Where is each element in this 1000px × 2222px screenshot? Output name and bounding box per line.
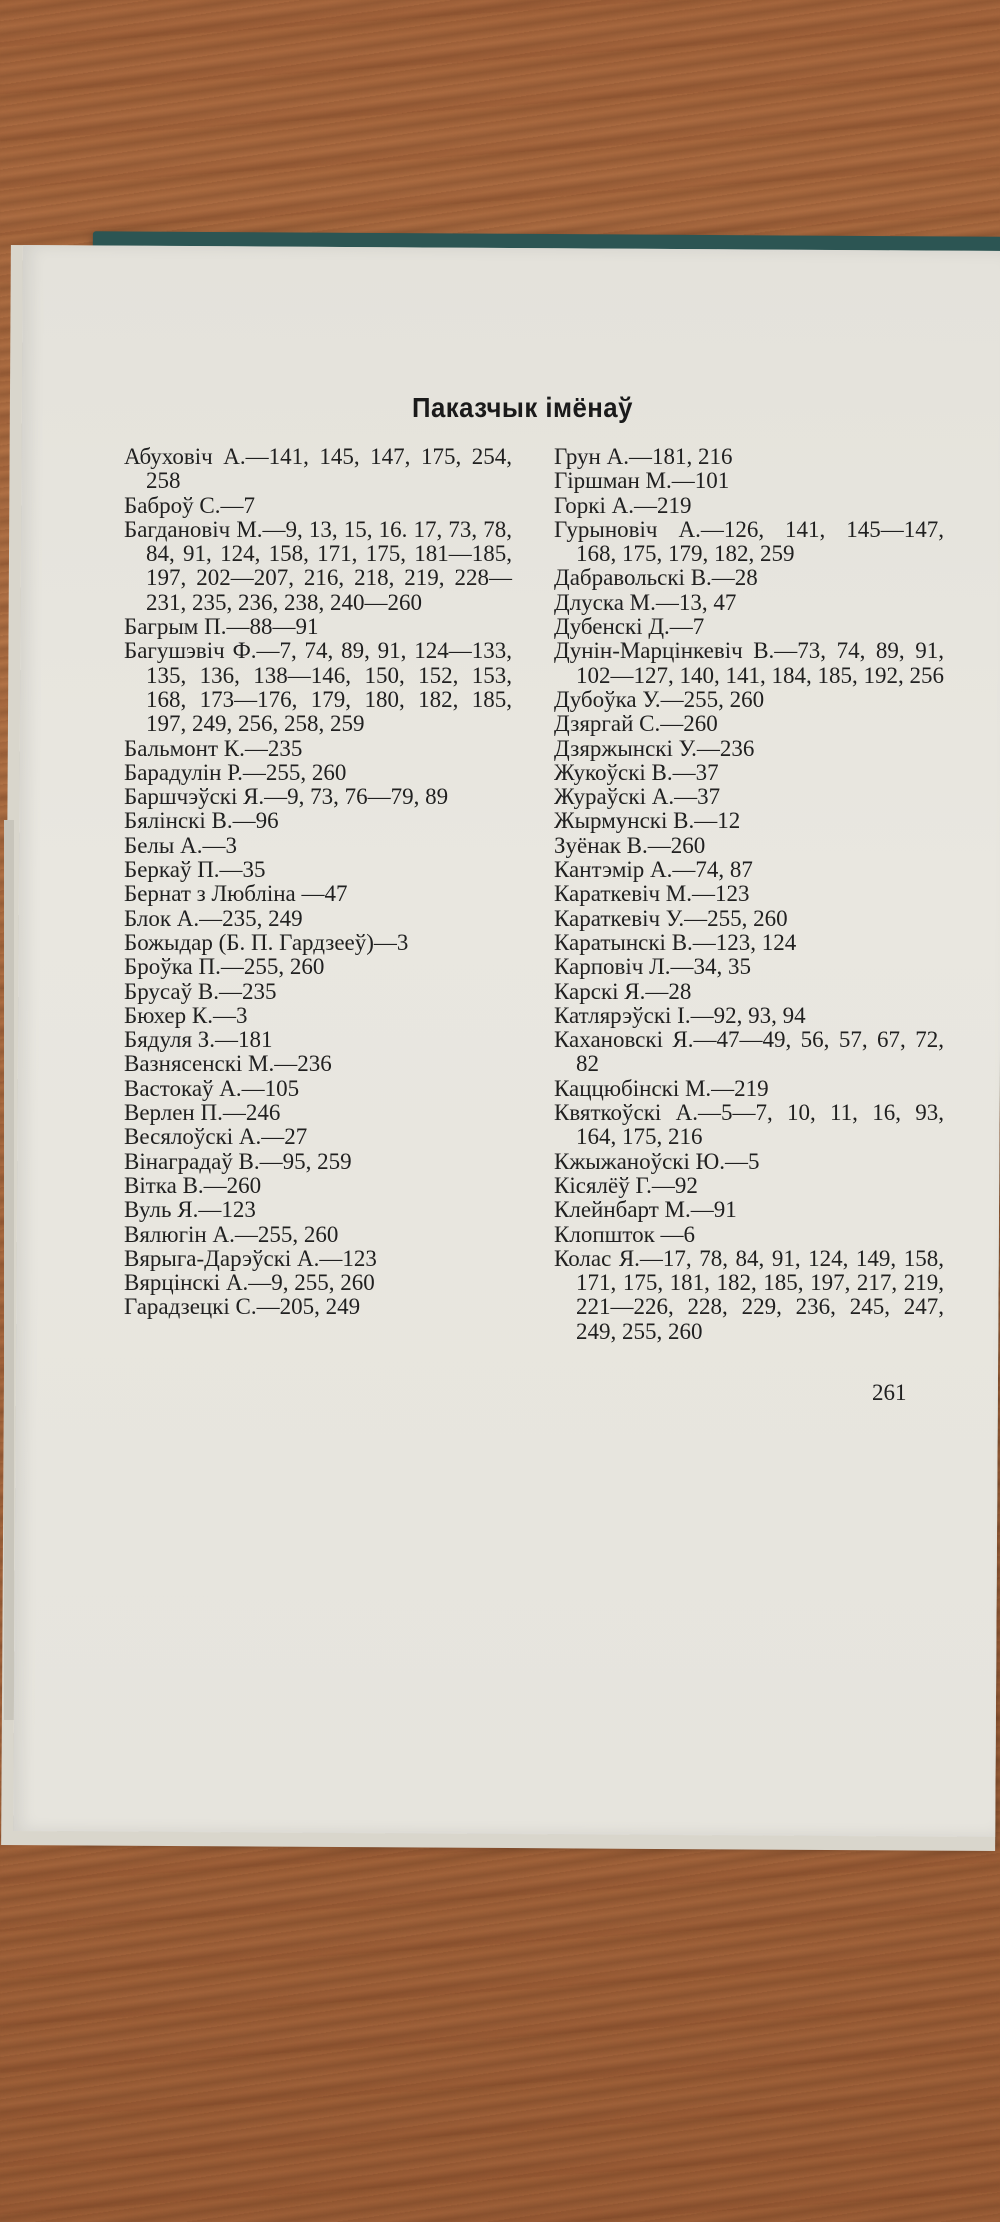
index-entry: Гіршман М.—101 — [554, 468, 730, 494]
index-entry: Багрым П.—88—91 — [124, 614, 319, 640]
index-entry: Катлярэўскі І.—92, 93, 94 — [554, 1002, 806, 1028]
index-entry: Караткевіч У.—255, 260 — [554, 905, 788, 931]
index-entry: Белы А.—3 — [124, 832, 237, 858]
index-entry: Броўка П.—255, 260 — [124, 954, 325, 980]
index-entry: Грун А.—181, 216 — [554, 444, 733, 469]
index-entry: Дубенскі Д.—7 — [554, 614, 705, 640]
index-entry: Карповіч Л.—34, 35 — [554, 954, 751, 980]
index-entry: Клейнбарт М.—91 — [554, 1197, 737, 1223]
index-entry: Бальмонт К.—235 — [124, 735, 303, 761]
index-entry: Карскі Я.—28 — [554, 978, 692, 1004]
index-entry: Колас Я.—17, 78, 84, 91, 124, 149, 158, 171, 175, 181, 182, 185, 197, 217, 219, 221—226, 228, 229, 236, 245, 247, 249, 255, 260 — [554, 1245, 944, 1344]
index-entry: Кантэмір А.—74, 87 — [554, 857, 753, 883]
index-entry: Бюхер К.—3 — [124, 1002, 248, 1028]
index-entry: Барадулін Р.—255, 260 — [124, 759, 347, 785]
index-entry: Блок А.—235, 249 — [124, 905, 303, 931]
index-entry: Кісялёў Г.—92 — [554, 1172, 698, 1198]
index-entry: Божыдар (Б. П. Гардзееў)—3 — [124, 929, 409, 955]
index-entry: Кжыжаноўскі Ю.—5 — [554, 1148, 760, 1174]
index-entry: Беркаў П.—35 — [124, 857, 266, 883]
index-entry: Брусаў В.—235 — [124, 978, 277, 1004]
index-entry: Багдановіч М.—9, 13, 15, 16. 17, 73, 78, 84, 91, 124, 158, 171, 175, 181—185, 197, 202—207, 216, 218, 219, 228—231, 235, 236, 238, 240—260 — [124, 516, 512, 615]
index-entry: Багушэвіч Ф.—7, 74, 89, 91, 124—133, 135, 136, 138—146, 150, 152, 153, 168, 173—176, 179, 180, 182, 185, 197, 249, 256, 258, 259 — [124, 638, 512, 737]
index-entry: Жырмунскі В.—12 — [554, 808, 741, 834]
index-entry: Гарадзецкі С.—205, 249 — [124, 1294, 361, 1320]
index-entry: Дунін-Марцінкевіч В.—73, 74, 89, 91, 102—127, 140, 141, 184, 185, 192, 256 — [554, 638, 944, 688]
index-entry: Баброў С.—7 — [124, 492, 255, 518]
index-entry: Гурыновіч А.—126, 141, 145—147, 168, 175, 179, 182, 259 — [554, 516, 944, 567]
index-entry: Вялюгін А.—255, 260 — [124, 1221, 339, 1247]
index-title: Паказчык імёнаў — [412, 392, 633, 423]
index-entry: Вуль Я.—123 — [124, 1197, 256, 1223]
index-column-right — [554, 445, 944, 1344]
page-edge — [4, 820, 14, 1720]
index-entry: Весялоўскі А.—27 — [124, 1124, 308, 1150]
index-entry: Баршчэўскі Я.—9, 73, 76—79, 89 — [124, 784, 449, 810]
index-entry: Дзяргай С.—260 — [554, 711, 718, 737]
index-entry: Верлен П.—246 — [124, 1100, 281, 1126]
index-entry: Вярыга-Дарэўскі А.—123 — [124, 1245, 377, 1271]
index-entry: Каратынскі В.—123, 124 — [554, 929, 797, 955]
index-entry: Бернат з Любліна —47 — [124, 881, 348, 907]
index-entry: Каццюбінскі М.—219 — [554, 1075, 769, 1101]
index-entry: Кахановскі Я.—47—49, 56, 57, 67, 72, 82 — [554, 1027, 944, 1077]
index-entry: Длуска М.—13, 47 — [554, 589, 737, 615]
index-entry: Зуёнак В.—260 — [554, 832, 706, 858]
index-entry: Бялінскі В.—96 — [124, 808, 279, 834]
index-entry: Вітка В.—260 — [124, 1172, 262, 1198]
index-entry: Жураўскі А.—37 — [554, 784, 721, 810]
index-entry: Горкі А.—219 — [554, 492, 692, 518]
index-entry: Квяткоўскі А.—5—7, 10, 11, 16, 93, 164, 175, 216 — [554, 1100, 944, 1150]
index-entry: Вінаградаў В.—95, 259 — [124, 1148, 352, 1174]
index-entry: Дзяржынскі У.—236 — [554, 735, 755, 761]
index-entry: Клопшток —6 — [554, 1221, 696, 1247]
page-number: 261 — [872, 1380, 907, 1405]
index-entry: Дабравольскі В.—28 — [554, 565, 758, 591]
index-entry: Вазнясенскі М.—236 — [124, 1051, 332, 1077]
index-column-left — [124, 445, 512, 1320]
index-entry: Караткевіч М.—123 — [554, 881, 750, 907]
index-entry: Вастокаў А.—105 — [124, 1075, 300, 1101]
index-entry: Жукоўскі В.—37 — [554, 759, 719, 785]
index-entry: Бядуля З.—181 — [124, 1027, 273, 1053]
index-entry: Абуховіч А.—141, 145, 147, 175, 254, 258 — [124, 444, 512, 494]
index-entry: Вярцінскі А.—9, 255, 260 — [124, 1270, 375, 1296]
index-entry: Дубоўка У.—255, 260 — [554, 686, 765, 712]
